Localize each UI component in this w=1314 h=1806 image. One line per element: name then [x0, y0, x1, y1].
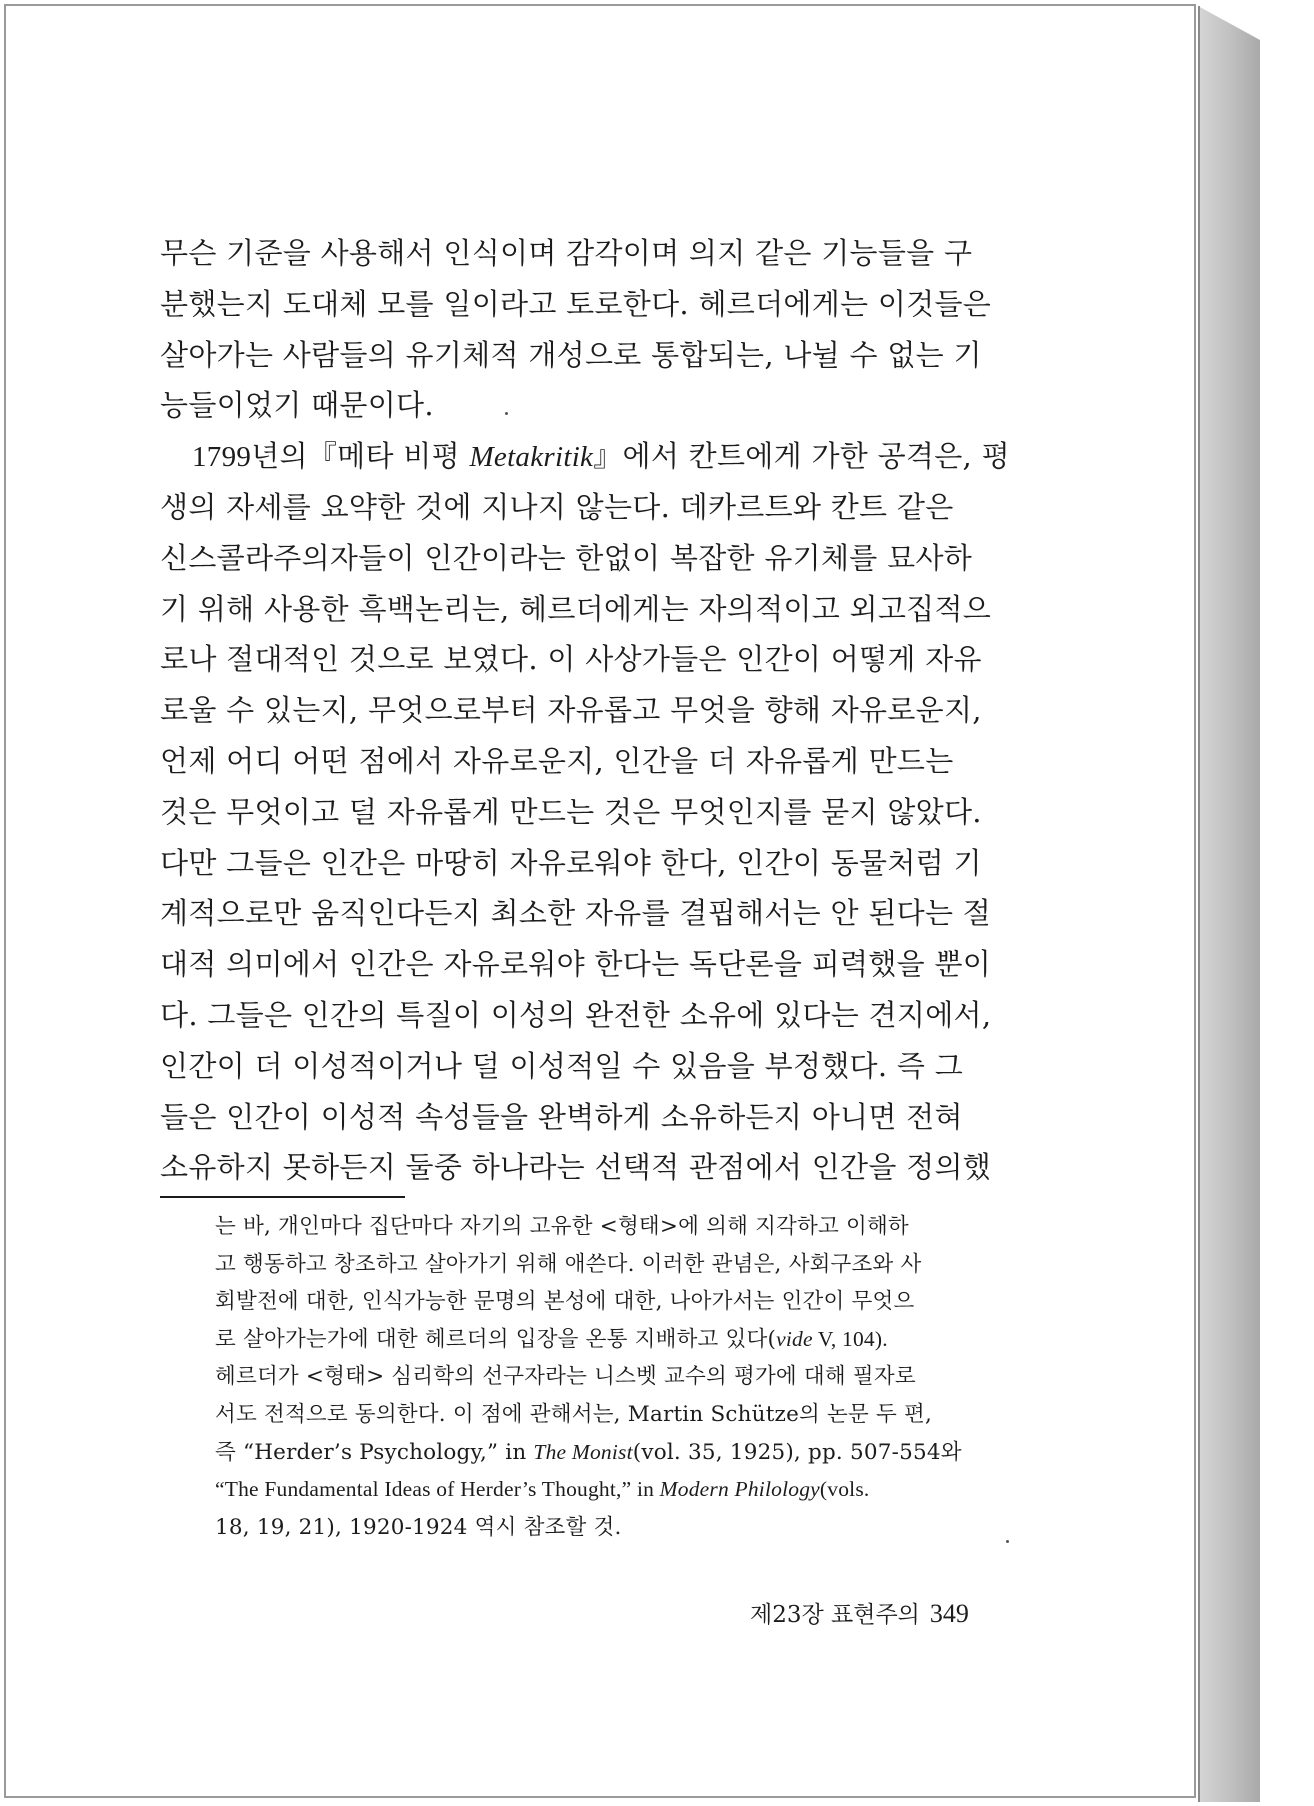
footnote-line: 18, 19, 21), 1920-1924 역시 참조할 것.: [215, 1514, 622, 1540]
body-line: 언제 어디 어떤 점에서 자유로운지, 인간을 더 자유롭게 만드는: [160, 743, 954, 778]
footnote-line: 서도 전적으로 동의한다. 이 점에 관해서는, Martin Schütze의 논문 두 편,: [215, 1401, 932, 1427]
footnote-line: [215, 1321, 1020, 1359]
body-line: 인간이 더 이성적이거나 덜 이성적일 수 있음을 부정했다. 즉 그: [160, 1048, 964, 1083]
para2-after-title: 』에서 칸트에게 가한 공격은, 평: [593, 439, 1010, 474]
footnote-l8-start: “The Fundamental Ideas of Herder’s Thought,” in: [215, 1477, 660, 1502]
body-line: 능들이었기 때문이다.: [160, 388, 434, 423]
scan-speck: [505, 412, 508, 415]
footnote-line: [215, 1471, 1020, 1509]
year-1799: 1799: [192, 441, 252, 474]
body-line: 대적 의미에서 인간은 자유로워야 한다는 독단론을 피력했을 뿐이: [160, 947, 992, 982]
body-line: 기 위해 사용한 흑백논리는, 헤르더에게는 자의적이고 외고집적으: [160, 591, 992, 626]
footnote-l8-end: (vols.: [819, 1477, 870, 1502]
body-line: 살아가는 사람들의 유기체적 개성으로 통합되는, 나뉠 수 없는 기: [160, 337, 982, 372]
body-line: 무슨 기준을 사용해서 인식이며 감각이며 의지 같은 기능들을 구: [160, 236, 973, 270]
main-body-text: [160, 228, 1020, 1193]
page-footer: [750, 1596, 969, 1629]
modern-philology-journal: Modern Philology: [659, 1477, 820, 1502]
body-line: 신스콜라주의자들이 인간이라는 한없이 복잡한 유기체를 묘사하: [160, 540, 973, 575]
paragraph-2-first-line: [160, 431, 1020, 482]
footnote-line: 고 행동하고 창조하고 살아가기 위해 애쓴다. 이러한 관념은, 사회구조와 사: [215, 1251, 922, 1277]
footnote-line: 헤르더가 <형태> 심리학의 선구자라는 니스벳 교수의 평가에 대해 필자로: [215, 1364, 916, 1390]
footnote-line: [215, 1434, 1020, 1472]
page-stack-edge: [1198, 6, 1260, 1802]
footnote-l4-end: V, 104).: [812, 1326, 888, 1351]
body-line: 계적으로만 움직인다든지 최소한 자유를 결핍해서는 안 된다는 절: [160, 896, 992, 931]
page-number: 349: [929, 1599, 969, 1628]
chapter-title: 제23장 표현주의: [750, 1602, 920, 1628]
footnote-line: 회발전에 대한, 인식가능한 문명의 본성에 대한, 나아가서는 인간이 무엇으: [215, 1289, 915, 1315]
body-line: 것은 무엇이고 덜 자유롭게 만드는 것은 무엇인지를 묻지 않았다.: [160, 794, 982, 829]
footnote-l7-start: 즉 “Herder’s Psychology,” in: [215, 1439, 534, 1465]
scan-speck: [1006, 1540, 1009, 1543]
vide-italic: vide: [776, 1326, 813, 1351]
footnote-text: [215, 1208, 1020, 1546]
body-line: 들은 인간이 이성적 속성들을 완벽하게 소유하든지 아니면 전혀: [160, 1099, 963, 1134]
body-line: 다만 그들은 인간은 마땅히 자유로워야 한다, 인간이 동물처럼 기: [160, 845, 982, 880]
footnote-line: 는 바, 개인마다 집단마다 자기의 고유한 <형태>에 의해 지각하고 이해하: [215, 1214, 909, 1239]
body-line: 다. 그들은 인간의 특질이 이성의 완전한 소유에 있다는 견지에서,: [160, 997, 992, 1032]
body-line: 분했는지 도대체 모를 일이라고 토로한다. 헤르더에게는 이것들은: [160, 286, 992, 321]
metakritik-title: Metakritik: [469, 441, 594, 474]
para2-before-title: 년의『메타 비평: [251, 439, 470, 474]
body-line: 생의 자세를 요약한 것에 지나지 않는다. 데카르트와 칸트 같은: [160, 489, 954, 524]
footnote-l7-end: (vol. 35, 1925), pp. 507-554와: [632, 1439, 962, 1465]
body-line: 로나 절대적인 것으로 보였다. 이 사상가들은 인간이 어떻게 자유: [160, 642, 982, 677]
footnote-divider: [160, 1196, 405, 1198]
monist-journal: The Monist: [533, 1439, 633, 1464]
page-edge-line: [1198, 6, 1200, 1802]
body-line: 소유하지 못하든지 둘중 하나라는 선택적 관점에서 인간을 정의했: [160, 1150, 992, 1185]
body-line: 로울 수 있는지, 무엇으로부터 자유롭고 무엇을 향해 자유로운지,: [160, 693, 982, 728]
footnote-l4-start: 로 살아가는가에 대한 헤르더의 입장을 온통 지배하고 있다(: [215, 1326, 777, 1352]
